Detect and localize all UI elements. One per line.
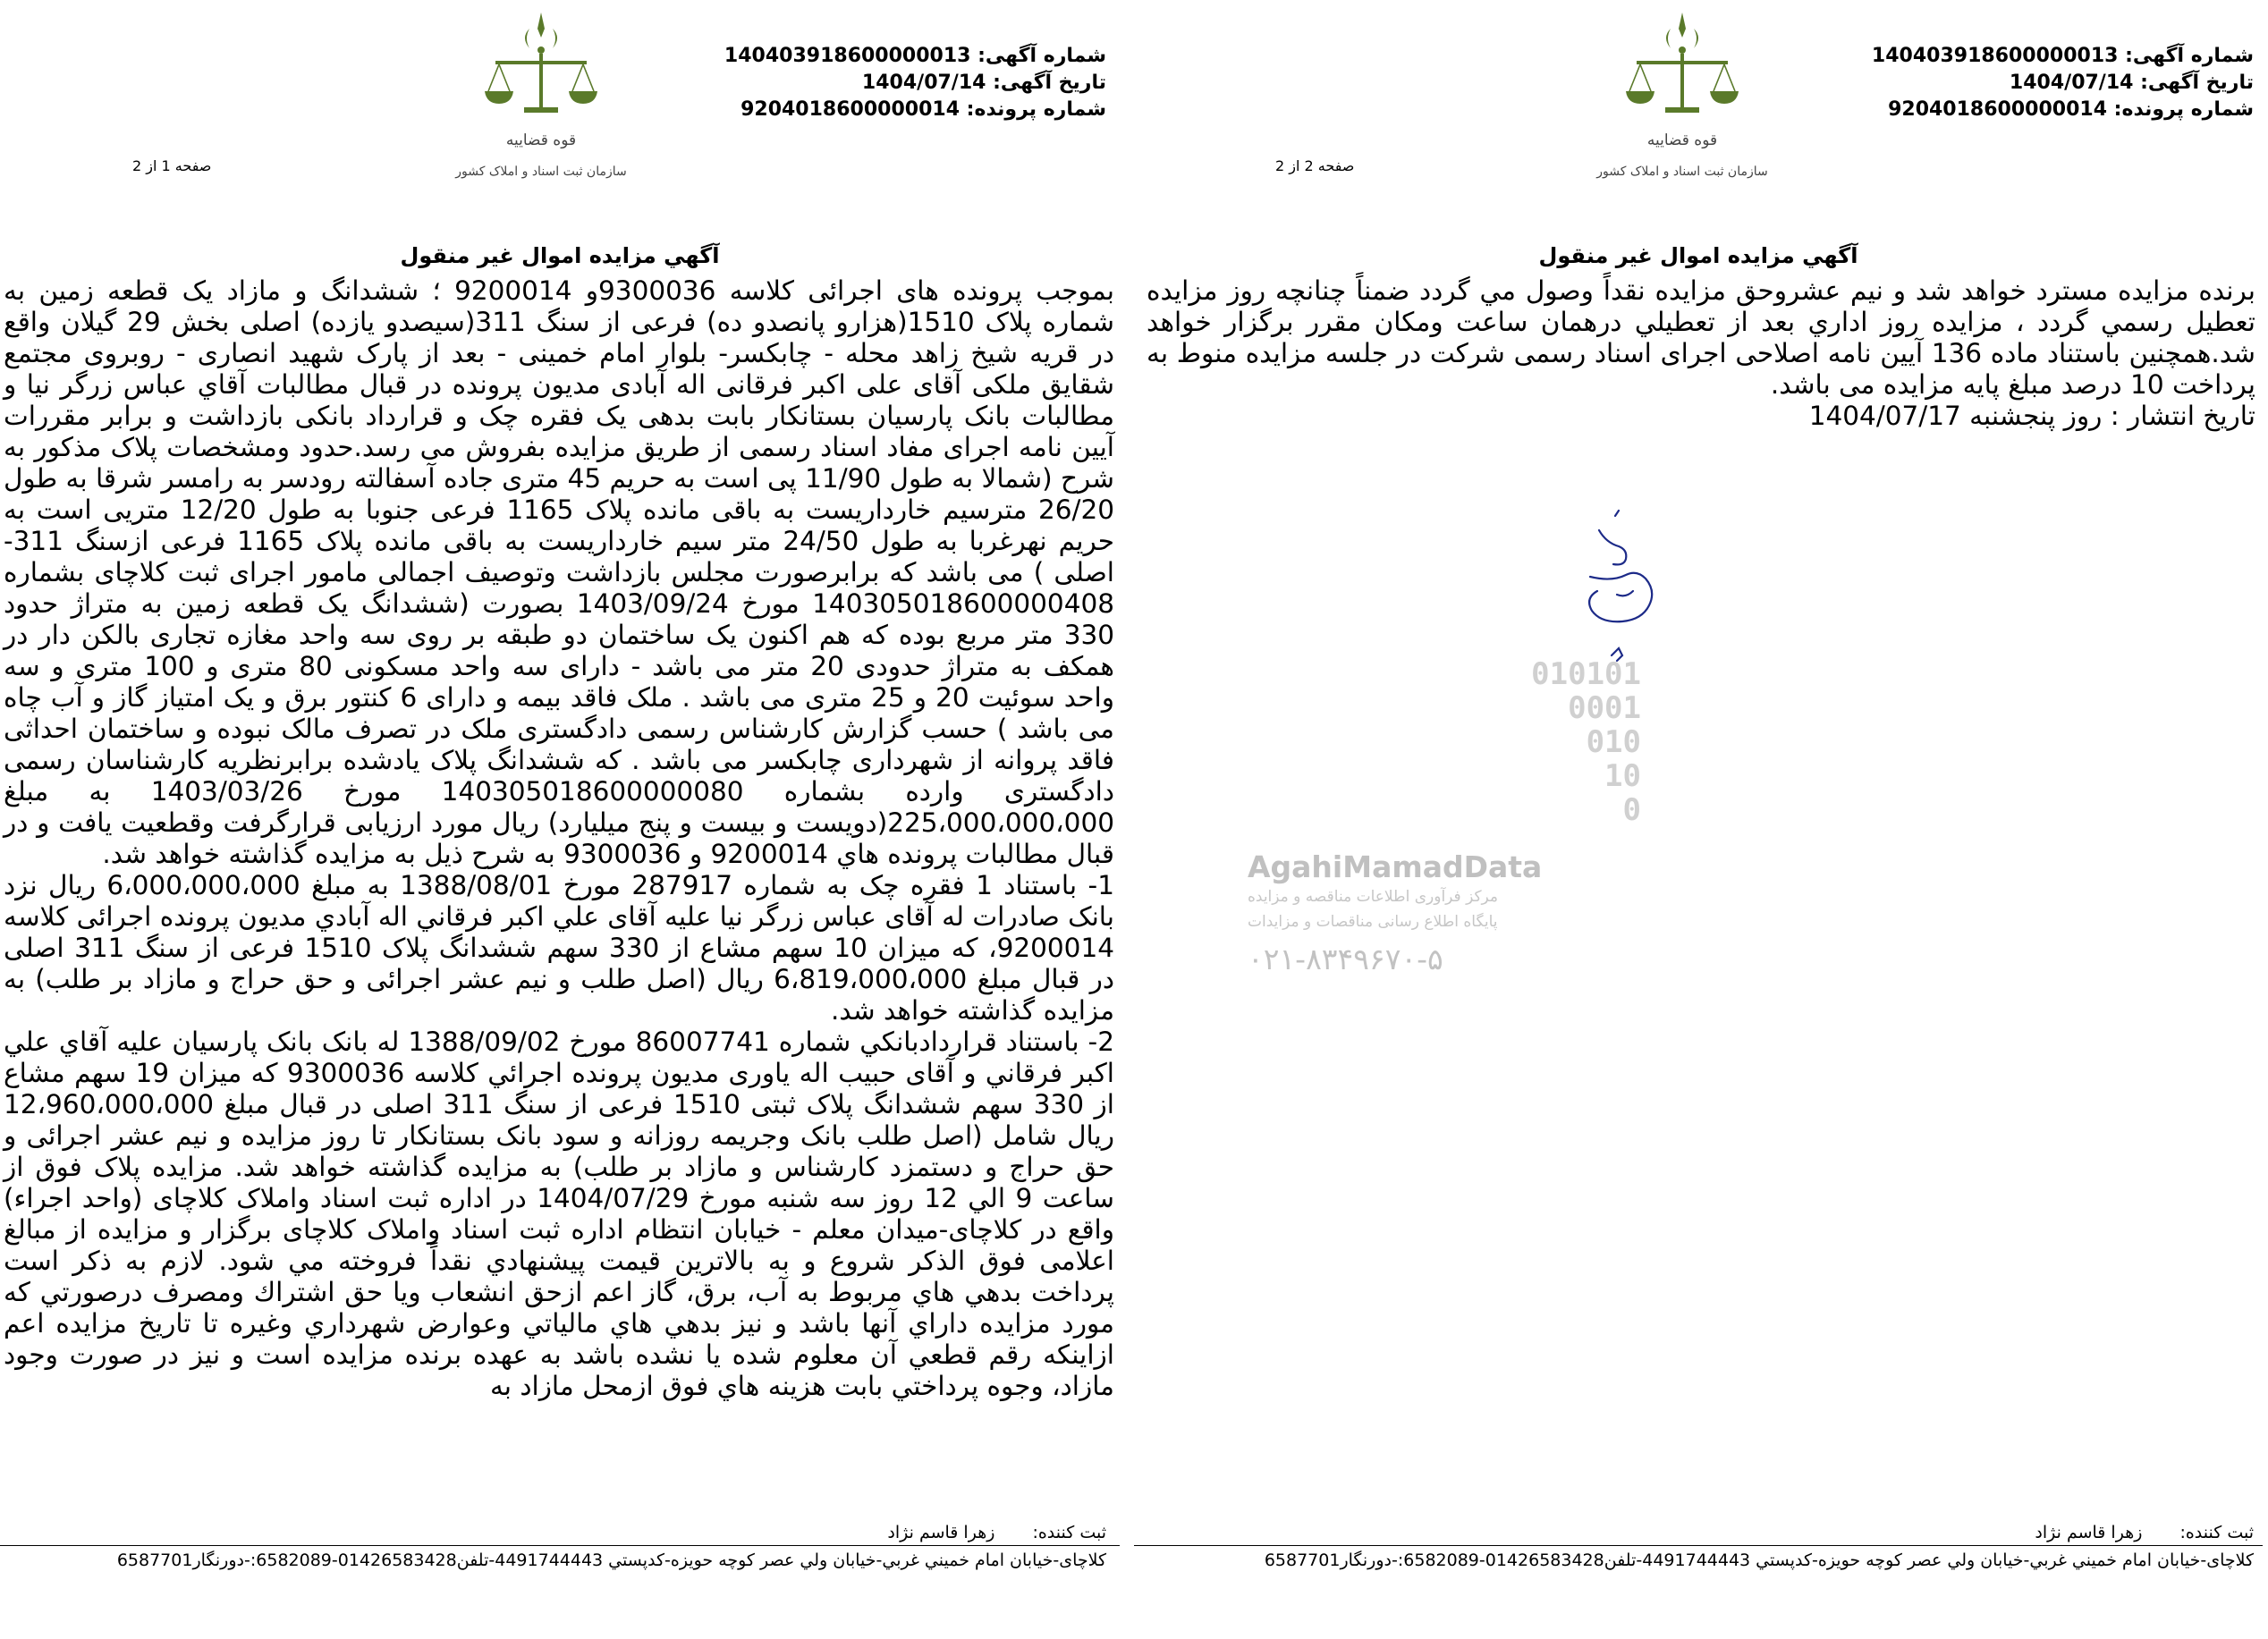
watermark-digit-row: 0001 — [1568, 690, 1641, 726]
page-number: صفحه 2 از 2 — [1275, 157, 1355, 174]
emblem-org: سازمان ثبت اسناد و املاک کشور — [1596, 165, 1768, 179]
watermark-digits — [1531, 657, 1641, 827]
notice-meta — [1872, 43, 2254, 123]
office-address: کلاچای-خیابان امام خمیني غربي-خيابان ولي عصر كوچه حويزه-کدپستي 4491744443-تلفن01426583428-6582089:-دورنگار6587701 — [1264, 1550, 2254, 1570]
watermark-brand: AgahiMamadData — [1248, 849, 1543, 884]
watermark-digit-row: 010 — [1586, 724, 1641, 760]
notice-meta — [724, 43, 1106, 123]
judiciary-emblem-icon — [1596, 9, 1768, 197]
registrar-label: ثبت کننده: — [1032, 1523, 1106, 1542]
notice-title: آگهي مزايده اموال غير منقول — [1538, 243, 1858, 268]
watermark-phone: ۰۲۱-۸۳۴۹۶۷۰-۵ — [1248, 942, 1443, 976]
notice-date: تاریخ آگهی: 1404/07/14 — [2009, 72, 2254, 94]
notice-number: شماره آگهی: 140403918600000013 — [724, 45, 1106, 67]
judiciary-emblem-icon — [455, 9, 627, 197]
notice-body — [4, 275, 1114, 1402]
page-1 — [0, 0, 1120, 1639]
paragraph: 2- باستناد قراردادبانکي شماره 86007741 مورخ 1388/09/02 له بانک بانک پارسيان علیه آقاي علي اکبر فرقاني و آقای حبیب اله یاوری مدیون پرونده اجرائي کلاسه 9300036 که میزان 19 سهم مشاع از 330 سهم ششدانگ پلاک ثبتی 1510 فرعی از سنگ 311 اصلی در قبال مبلغ 12،960،000،000 ریال شامل (اصل طلب بانک وجریمه روزانه و سود بانک بستانکار تا روز مزایده و نیم عشر اجرائی و حق حراج و دستمزد کارشناس و مازاد بر طلب) به مزایده گذاشته خواهد شد. مزايده پلاک فوق از ساعت 9 الي 12 روز سه شنبه مورخ 1404/07/29 در اداره ثبت اسناد واملاک کلاچای (واحد اجراء) واقع در کلاچای-میدان معلم - خیابان انتظام اداره ثبت اسناد واملاک کلاچای برگزار و مزايده از مبالغ اعلامی فوق الذکر شروع و به بالاترين قيمت پيشنهادي نقداً فروخته مي شود. لازم به ذکر است پرداخت بدهي هاي مربوط به آب، برق، گاز اعم ازحق انشعاب ويا حق اشتراك ومصرف درصورتي كه مورد مزايده داراي آنها باشد و نيز بدهي هاي مالياتي وعوارض شهرداري وغيره تا تاريخ مزايده اعم ازاينكه رقم قطعي آن معلوم شده يا نشده باشد به عهده برنده مزايده است و نيز در صورت وجود مازاد، وجوه پرداختي بابت هزينه هاي فوق ازمحل مازاد به — [4, 1026, 1114, 1401]
emblem-org: سازمان ثبت اسناد و املاک کشور — [455, 165, 627, 179]
emblem-caption: قوه قضاییه — [1646, 131, 1718, 149]
registrar-name: زهرا قاسم نژاد — [887, 1523, 995, 1542]
emblem-caption: قوه قضاییه — [505, 131, 577, 149]
registrar-name: زهرا قاسم نژاد — [2035, 1523, 2143, 1542]
watermark-line: پایگاه اطلاع رسانی مناقصات و مزایدات — [1248, 913, 1498, 931]
registrar — [2035, 1523, 2254, 1542]
watermark-digit-row: 0 — [1622, 792, 1641, 828]
watermark-line: مرکز فرآوری اطلاعات مناقصه و مزایده — [1248, 888, 1499, 906]
notice-number: شماره آگهی: 140403918600000013 — [1871, 45, 2254, 67]
watermark — [1248, 657, 1641, 988]
page-number: صفحه 1 از 2 — [132, 157, 212, 174]
footer-divider — [0, 1545, 1120, 1546]
signature-icon — [1563, 505, 1688, 675]
file-number: شماره پرونده: 9204018600000014 — [1888, 98, 2254, 121]
watermark-digit-row: 010101 — [1531, 656, 1641, 692]
registrar-label: ثبت کننده: — [2179, 1523, 2254, 1542]
registrar — [887, 1523, 1106, 1542]
watermark-digit-row: 10 — [1604, 758, 1641, 794]
paragraph: بموجب پرونده های اجرائی کلاسه 9300036و 9200014 ؛ ششدانگ و مازاد یک قطعه زمین به شماره پلاک 1510(هزارو پانصدو ده) فرعی از سنگ 311(سیصدو یازده) اصلی بخش 29 گیلان واقع در قریه شیخ زاهد محله - چابکسر- بلوار امام خمینی - بعد از پارک شهید انصاری - روبروی مجتمع شقایق ملکی آقای علی اکبر فرقانی اله آبادی مدیون پرونده در قبال مطالبات آقاي عباس زرگر نیا و مطالبات بانک پارسیان بستانکار بابت بدهی یک فقره چک و قرارداد بانکی بازداشت و برابر مقررات آیین نامه اجرای مفاد اسناد رسمی از طریق مزایده بفروش می رسد.حدود ومشخصات پلاک مذکور به شرح (شمالا به طول 11/90 پی است به حریم 45 متری جاده آسفالته رودسر به رامسر شرقا به طول 26/20 مترسیم خارداریست به باقی مانده پلاک 1165 فرعی جنوبا به طول 12/20 متریی است به حریم نهرغربا به طول 24/50 متر سیم خارداریست به باقی مانده پلاک 1165 فرعی ازسنگ 311-اصلی ) می باشد که برابرصورت مجلس بازداشت وتوصیف اجمالی مامور اجرای ثبت کلاچای بشماره 140305018600000408 مورخ 1403/09/24 بصورت (ششدانگ یک قطعه زمین به متراژ حدود 330 متر مربع بوده که هم اکنون یک ساختمان دو طبقه بر روی سه واحد مغازه تجاری بالکن دار در همکف به متراژ حدودی 20 متر می باشد - دارای سه واحد مسکونی 80 متری و 100 متری و سه واحد سوئیت 20 و 25 متری می باشد . ملک فاقد بیمه و دارای 6 کنتور برق و یک امتیاز گاز و آب چاه می باشد ) حسب گزارش کارشناس رسمی دادگستری ملک در تصرف مالک نبوده و ساختمان احداثی فاقد پروانه از شهرداری چابکسر می باشد . که ششدانگ پلاک یادشده برابرنظریه کارشناسان رسمی دادگستری وارده بشماره 140305018600000080 مورخ 1403/03/26 به مبلغ 225،000،000،000(دویست و بیست و پنج میلیارد) ریال مورد ارزیابی قرارگرفت وقطعیت یافت و در قبال مطالبات پرونده هاي 9200014 و 9300036 به شرح ذیل به مزایده گذاشته خواهد شد. — [4, 275, 1115, 869]
notice-body — [1147, 275, 2255, 432]
file-number: شماره پرونده: 9204018600000014 — [740, 98, 1106, 121]
footer-divider — [1134, 1545, 2263, 1546]
paragraph: برنده مزايده مسترد خواهد شد و نيم عشروحق مزايده نقداً وصول مي گردد ضمناً چنانچه روز مزايده تعطيل رسمي گردد ، مزايده روز اداري بعد از تعطيلي درهمان ساعت ومكان مقرر برگزار خواهد شد.همچنین باستناد ماده 136 آیین نامه اصلاحی اجرای اسناد رسمی شرکت در جلسه مزایده منوط به پرداخت 10 درصد مبلغ پایه مزایده می باشد. — [1147, 275, 2255, 400]
paragraph: 1- باستناد 1 فقره چک به شماره 287917 مورخ 1388/08/01 به مبلغ 6،000،000،000 ریال نزد بانک صادرات له آقای عباس زرگر نیا علیه آقای علي اکبر فرقاني اله آبادي مدیون پرونده اجرائی کلاسه 9200014، که میزان 10 سهم مشاع از 330 سهم ششدانگ پلاک 1510 فرعی از سنگ 311 اصلی در قبال مبلغ 6،819،000،000 ریال (اصل طلب و نیم عشر اجرائی و حق حراج و مازاد بر طلب) به مزایده گذاشته خواهد شد. — [4, 870, 1114, 1026]
notice-title: آگهي مزايده اموال غير منقول — [400, 243, 720, 268]
publish-date: تاریخ انتشار : روز پنجشنبه 1404/07/17 — [1808, 401, 2255, 431]
notice-date: تاریخ آگهی: 1404/07/14 — [861, 72, 1106, 94]
office-address: کلاچای-خیابان امام خمیني غربي-خيابان ولي عصر كوچه حويزه-کدپستي 4491744443-تلفن01426583428-6582089:-دورنگار6587701 — [116, 1550, 1106, 1570]
